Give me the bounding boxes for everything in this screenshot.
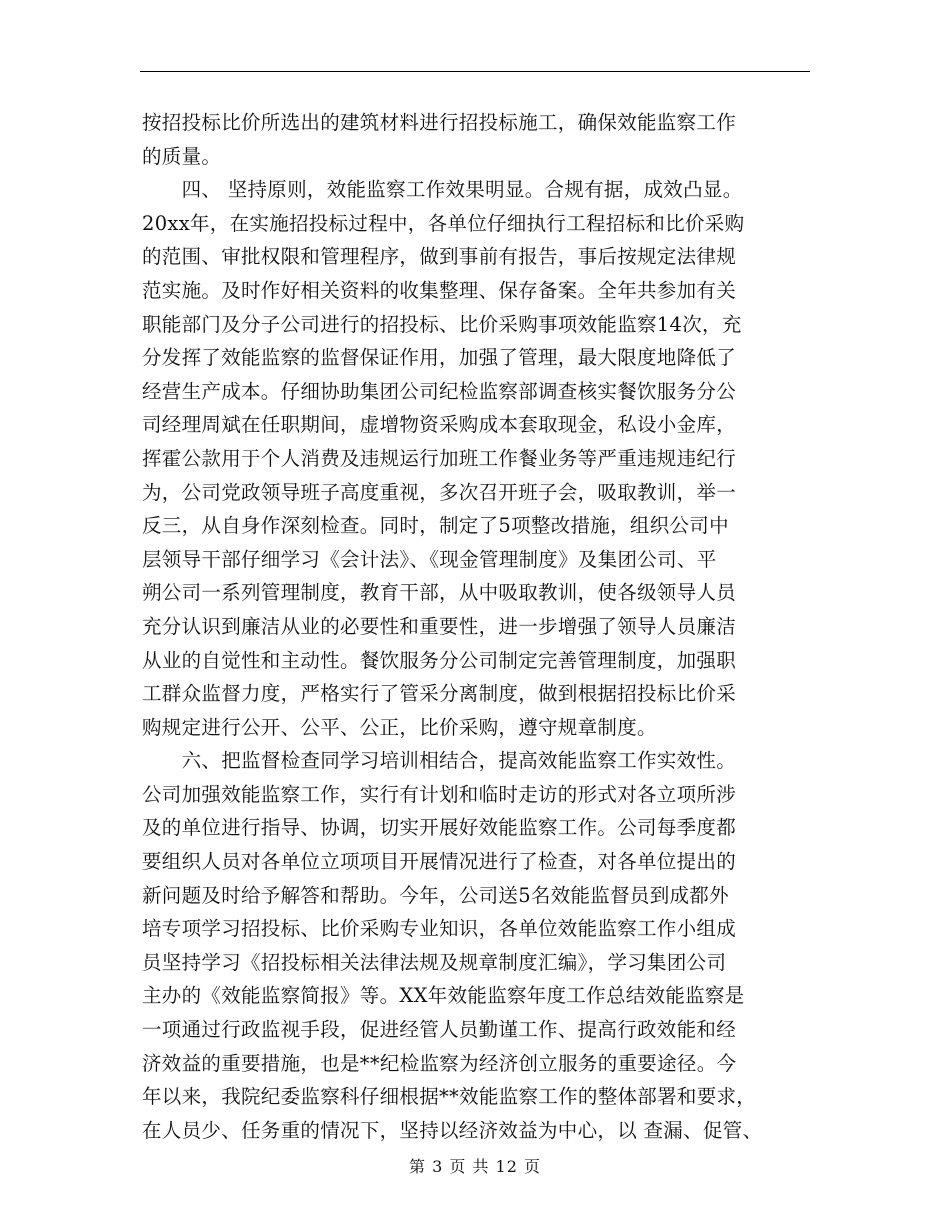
text-line: 新问题及时给予解答和帮助。今年，公司送5名效能监督员到成都外 <box>142 883 729 907</box>
text-line: 分发挥了效能监察的监督保证作用，加强了管理，最大限度地降低了 <box>142 346 737 370</box>
text-line: 挥霍公款用于个人消费及违规运行加班工作餐业务等严重违规违纪行 <box>142 446 737 470</box>
text-line: 司经理周斌在任职期间，虚增物资采购成本套取现金，私设小金库， <box>142 413 737 437</box>
text-line: 职能部门及分子公司进行的招投标、比价采购事项效能监察14次，充 <box>142 312 742 336</box>
text-line: 四、 坚持原则，效能监察工作效果明显。合规有据，成效凸显。 <box>142 178 743 202</box>
text-line: 范实施。及时作好相关资料的收集整理、保存备案。全年共参加有关 <box>142 278 737 302</box>
text-line: 六、把监督检查同学习培训相结合，提高效能监察工作实效性。 <box>142 749 737 773</box>
text-line: 的范围、审批权限和管理程序，做到事前有报告，事后按规定法律规 <box>142 245 737 269</box>
text-line: 工群众监督力度，严格实行了管采分离制度，做到根据招投标比价采 <box>142 682 737 706</box>
text-line: 朔公司一系列管理制度，教育干部，从中吸取教训，使各级领导人员 <box>142 581 737 605</box>
text-line: 从业的自觉性和主动性。餐饮服务分公司制定完善管理制度，加强职 <box>142 648 737 672</box>
text-line: 及的单位进行指导、协调，切实开展好效能监察工作。公司每季度都 <box>142 816 737 840</box>
text-line: 主办的《效能监察简报》等。XX年效能监察年度工作总结效能监察是 <box>142 984 745 1008</box>
text-line: 为，公司党政领导班子高度重视，多次召开班子会，吸取教训，举一 <box>142 480 737 504</box>
document-body <box>142 106 814 1147</box>
page-number-footer: 第 3 页 共 12 页 <box>409 1157 541 1176</box>
text-line: 层领导干部仔细学习《会计法》、《现金管理制度》及集团公司、平 <box>142 547 717 571</box>
text-line: 在人员少、任务重的情况下，坚持以经济效益为中心，以 查漏、促管、 <box>142 1118 763 1142</box>
text-line: 购规定进行公开、公平、公正，比价采购，遵守规章制度。 <box>142 715 657 739</box>
text-line: 要组织人员对各单位立项项目开展情况进行了检查，对各单位提出的 <box>142 850 737 874</box>
text-line: 济效益的重要措施，也是**纪检监察为经济创立服务的重要途径。今 <box>142 1051 737 1075</box>
text-line: 反三，从自身作深刻检查。同时，制定了5项整改措施，组织公司中 <box>142 514 729 538</box>
text-line: 员坚持学习《招投标相关法律法规及规章制度汇编》，学习集团公司 <box>142 950 727 974</box>
text-line: 年以来，我院纪委监察科仔细根据**效能监察工作的整体部署和要求， <box>142 1085 757 1109</box>
text-line: 培专项学习招投标、比价采购专业知识，各单位效能监察工作小组成 <box>142 917 737 941</box>
text-line: 20xx年，在实施招投标过程中，各单位仔细执行工程招标和比价采购 <box>142 211 745 235</box>
header-divider <box>140 71 810 72</box>
text-line: 公司加强效能监察工作，实行有计划和临时走访的形式对各立项所涉 <box>142 782 737 806</box>
text-line: 经营生产成本。仔细协助集团公司纪检监察部调查核实餐饮服务分公 <box>142 379 737 403</box>
text-line: 按招投标比价所选出的建筑材料进行招投标施工，确保效能监察工作 <box>142 111 737 134</box>
text-line: 一项通过行政监视手段，促进经管人员勤谨工作、提高行政效能和经 <box>142 1018 737 1042</box>
text-line: 充分认识到廉洁从业的必要性和重要性，进一步增强了领导人员廉洁 <box>142 614 737 638</box>
text-line: 的质量。 <box>142 144 222 168</box>
